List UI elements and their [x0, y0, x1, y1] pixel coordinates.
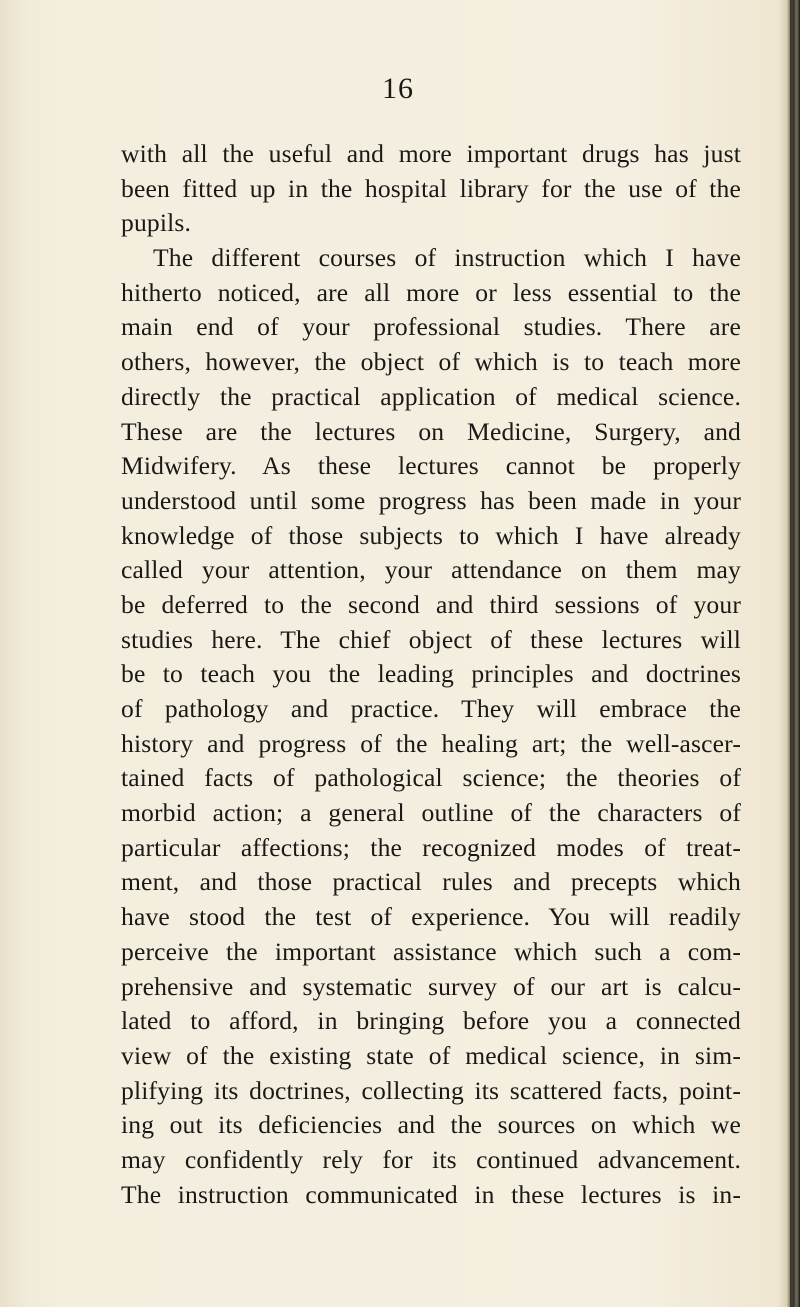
text-line: of pathology and practice. They will embrace the — [121, 694, 741, 723]
text-line: prehensive and systematic survey of our art is calcu- — [121, 971, 741, 1001]
text-line: view of the existing state of medical science, in sim- — [121, 1040, 741, 1070]
binding-edge-line — [795, 0, 797, 1307]
text-line: These are the lectures on Medicine, Surgery, and — [121, 416, 741, 446]
page-left-shading — [0, 0, 30, 1307]
text-line: main end of your professional studies. There are — [121, 312, 741, 342]
text-line: ment, and those practical rules and precepts which — [121, 867, 741, 897]
text-line: directly the practical application of medical science. — [121, 381, 741, 411]
text-line: others, however, the object of which is to teach more — [121, 347, 741, 377]
text-line: have stood the test of experience. You will readily — [121, 902, 741, 932]
text-line: particular affections; the recognized modes of treat- — [121, 832, 741, 862]
text-line: tained facts of pathological science; the theories of — [121, 763, 741, 793]
text-line: ing out its deficiencies and the sources on which we — [121, 1110, 741, 1140]
text-line: The instruction communicated in these lectures is in- — [121, 1179, 741, 1209]
text-line: may confidently rely for its continued advancement. — [121, 1144, 741, 1174]
text-line: pupils. — [121, 208, 192, 238]
text-line: studies here. The chief object of these lectures will — [121, 624, 741, 654]
binding-edge-line — [790, 0, 792, 1307]
text-line: be to teach you the leading principles and doctrines — [121, 659, 741, 689]
body-text — [121, 137, 741, 1212]
text-line: be deferred to the second and third sessions of your — [121, 589, 741, 619]
text-line: hitherto noticed, are all more or less essential to the — [121, 277, 741, 307]
text-line: Midwifery. As these lectures cannot be properly — [121, 451, 741, 481]
text-line: been fitted up in the hospital library for the use of the — [121, 173, 741, 203]
text-line: history and progress of the healing art; the well-ascer- — [121, 728, 741, 758]
text-line: knowledge of those subjects to which I have already — [121, 520, 741, 550]
text-line: The different courses of instruction which I have — [153, 243, 741, 273]
text-line: perceive the important assistance which such a com- — [121, 936, 741, 966]
text-line: lated to afford, in bringing before you a connected — [121, 1006, 741, 1036]
text-line: with all the useful and more important drugs has just — [121, 139, 741, 168]
page-number: 16 — [382, 72, 414, 105]
text-line: called your attention, your attendance on them may — [121, 555, 741, 585]
text-line: understood until some progress has been made in your — [121, 485, 741, 515]
text-line: plifying its doctrines, collecting its scattered facts, point- — [121, 1075, 741, 1105]
text-line: morbid action; a general outline of the characters of — [121, 798, 741, 828]
